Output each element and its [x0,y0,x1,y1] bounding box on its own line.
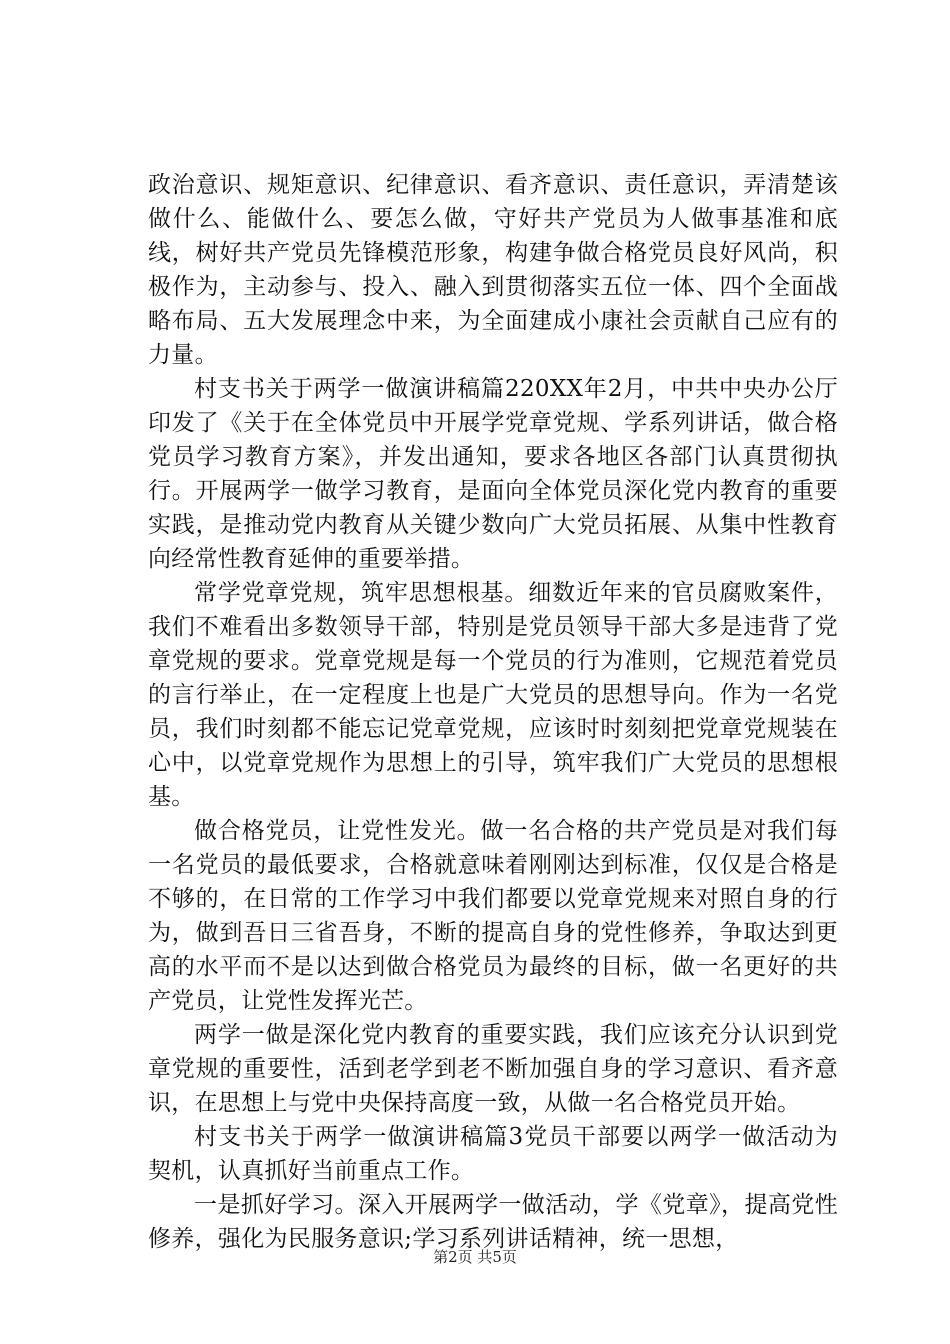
paragraph-5: 两学一做是深化党内教育的重要实践，我们应该充分认识到党章党规的重要性，活到老学到老不断加强自身的学习意识、看齐意识，在思想上与党中央保持高度一致，从做一名合格党员开始。 [148,1022,838,1116]
paragraph-6: 村支书关于两学一做演讲稿篇3党员干部要以两学一做活动为契机，认真抓好当前重点工作。 [148,1124,838,1184]
paragraph-7: 一是抓好学习。深入开展两学一做活动，学《党章》，提高党性修养，强化为民服务意识;学习系列讲话精神，统一思想， [148,1192,838,1252]
paragraph-4: 做合格党员，让党性发光。做一名合格的共产党员是对我们每一名党员的最低要求，合格就意味着刚刚达到标准，仅仅是合格是不够的，在日常的工作学习中我们都要以党章党规来对照自身的行为，做到吾日三省吾身，不断的提高自身的党性修养，争取达到更高的水平而不是以达到做合格党员为最终的目标，做一名更好的共产党员，让党性发挥光芒。 [148,818,838,1014]
paragraph-3: 常学党章党规，筑牢思想根基。细数近年来的官员腐败案件，我们不难看出多数领导干部，特别是党员领导干部大多是违背了党章党规的要求。党章党规是每一个党员的行为准则，它规范着党员的言行举止，在一定程度上也是广大党员的思想导向。作为一名党员，我们时刻都不能忘记党章党规，应该时时刻刻把党章党规装在心中，以党章党规作为思想上的引导，筑牢我们广大党员的思想根基。 [148,580,838,810]
paragraph-2: 村支书关于两学一做演讲稿篇220XX年2月，中共中央办公厅印发了《关于在全体党员中开展学党章党规、学系列讲话，做合格党员学习教育方案》，并发出通知，要求各地区各部门认真贯彻执行。开展两学一做学习教育，是面向全体党员深化党内教育的重要实践，是推动党内教育从关键少数向广大党员拓展、从集中性教育向经常性教育延伸的重要举措。 [148,376,838,572]
paragraph-1: 政治意识、规矩意识、纪律意识、看齐意识、责任意识，弄清楚该做什么、能做什么、要怎么做，守好共产党员为人做事基准和底线，树好共产党员先锋模范形象，构建争做合格党员良好风尚，积极作为，主动参与、投入、融入到贯彻落实五位一体、四个全面战略布局、五大发展理念中来，为全面建成小康社会贡献自己应有的力量。 [148,172,838,368]
body-text [148,168,838,1256]
page-footer: 第2页 共5页 [433,1248,517,1266]
